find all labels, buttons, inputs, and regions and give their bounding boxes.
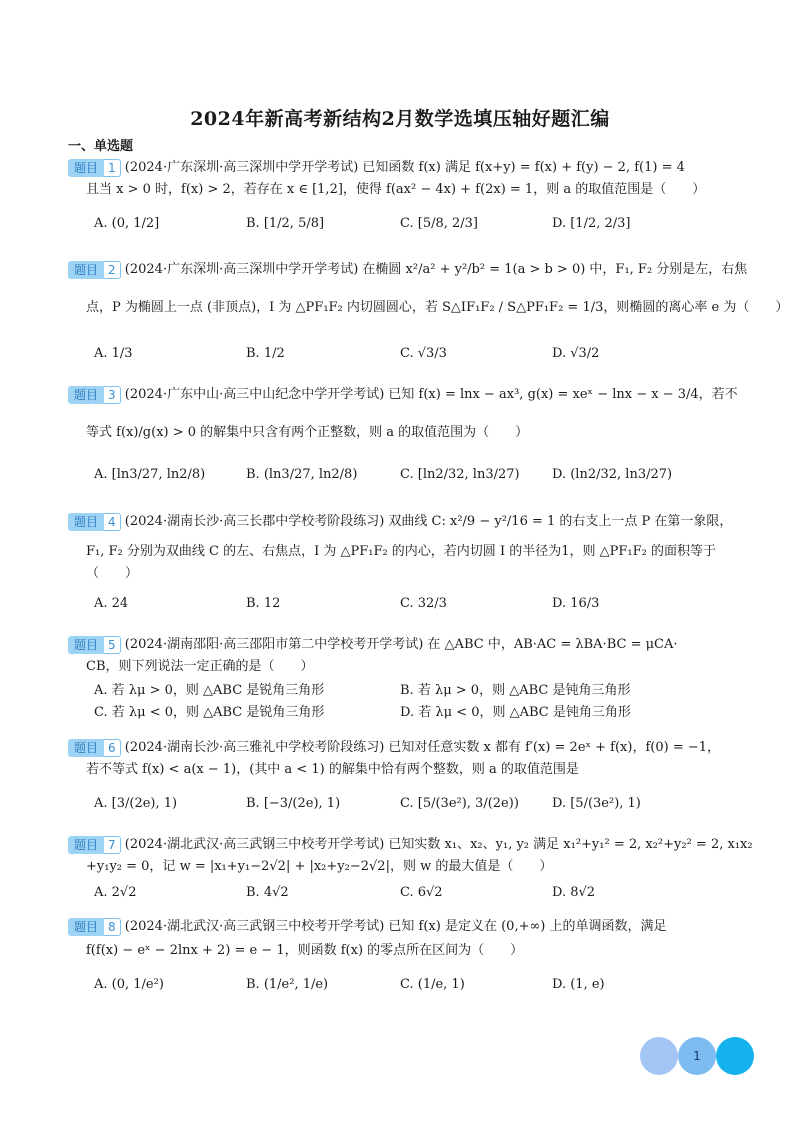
tag-number: 5 [104,636,121,654]
question-text-line: (2024·广东深圳·高三深圳中学开学考试) 在椭圆 x²/a² + y²/b² = 1(a > b > 0) 中，F₁, F₂ 分别是左，右焦 [124,262,748,277]
question-text-line: 且当 x > 0 时，f(x) > 2，若存在 x ∈ [1,2]，使得 f(ax² − 4x) + f(2x) = 1，则 a 的取值范围是（ ） [86,182,706,197]
option-a: A. [3/(2e), 1) [94,796,178,811]
option-c: C. 6√2 [400,885,443,900]
option-a: A. 24 [94,596,129,611]
tag-number: 2 [104,261,121,279]
tag-number: 7 [104,836,121,854]
option-d: D. √3/2 [552,346,600,361]
page-title: 2024年新高考新结构2月数学选填压轴好题汇编 [190,108,610,130]
tag-label: 题目 [68,513,104,531]
question-text-line: 等式 f(x)/g(x) > 0 的解集中只含有两个正整数，则 a 的取值范围为（ ） [86,425,529,440]
decorative-circle [640,1037,678,1075]
option-b: B. [1/2, 5/8] [246,216,325,231]
option-d: D. [5/(3e²), 1) [552,796,641,811]
option-d: D. [1/2, 2/3] [552,216,631,231]
question-text-line: +y₁y₂ = 0，记 w = |x₁+y₁−2√2| + |x₂+y₂−2√2|，则 w 的最大值是（ ） [86,859,553,874]
option-b: B. 4√2 [246,885,289,900]
option-c: C. [ln2/32, ln3/27) [400,467,520,482]
section-title: 一、单选题 [68,139,134,154]
question-text-line: (2024·广东深圳·高三深圳中学开学考试) 已知函数 f(x) 满足 f(x+y) = f(x) + f(y) − 2, f(1) = 4 [124,160,685,175]
option-b: B. [−3/(2e), 1) [246,796,341,811]
option-b: B. (1/e², 1/e) [246,977,329,992]
question-text-line: (2024·湖南邵阳·高三邵阳市第二中学校考开学考试) 在 △ABC 中，AB·AC = λBA·BC = μCA· [124,637,678,652]
option-c: C. 32/3 [400,596,447,611]
option-d: D. 若 λμ < 0，则 △ABC 是钝角三角形 [400,705,631,720]
tag-number: 8 [104,918,121,936]
tag-number: 1 [104,159,121,177]
question-text-line: (2024·广东中山·高三中山纪念中学开学考试) 已知 f(x) = lnx − ax³, g(x) = xeˣ − lnx − x − 3/4，若不 [124,387,738,402]
question-text-line: CB，则下列说法一定正确的是（ ） [86,659,314,674]
decorative-circle [716,1037,754,1075]
tag-label: 题目 [68,636,104,654]
tag-label: 题目 [68,836,104,854]
option-c: C. 若 λμ < 0，则 △ABC 是锐角三角形 [94,705,325,720]
question-tag [68,513,121,531]
question-text-line: （ ） [86,566,139,581]
question-text-line: (2024·湖北武汉·高三武钢三中校考开学考试) 已知实数 x₁、x₂、y₁, y₂ 满足 x₁²+y₁² = 2, x₂²+y₂² = 2, x₁x₂ [124,837,753,852]
option-a: A. (0, 1/e²) [94,977,164,992]
question-text-line: (2024·湖南长沙·高三长郡中学校考阶段练习) 双曲线 C: x²/9 − y²/16 = 1 的右支上一点 P 在第一象限， [124,514,733,529]
tag-number: 6 [104,739,121,757]
option-a: A. [ln3/27, ln2/8) [94,467,206,482]
option-a: A. 1/3 [94,346,133,361]
question-tag [68,918,121,936]
tag-label: 题目 [68,739,104,757]
question-text-line: f(f(x) − eˣ − 2lnx + 2) = e − 1，则函数 f(x) 的零点所在区间为（ ） [86,943,524,958]
question-tag [68,261,121,279]
tag-label: 题目 [68,261,104,279]
tag-number: 4 [104,513,121,531]
question-tag [68,636,121,654]
option-a: A. 2√2 [94,885,137,900]
question-text-line: (2024·湖北武汉·高三武钢三中校考开学考试) 已知 f(x) 是定义在 (0,+∞) 上的单调函数，满足 [124,919,667,934]
option-c: C. √3/3 [400,346,447,361]
option-c: C. [5/8, 2/3] [400,216,478,231]
question-tag [68,739,121,757]
option-d: D. (1, e) [552,977,605,992]
option-d: D. 16/3 [552,596,600,611]
option-c: C. [5/(3e²), 3/(2e)) [400,796,519,811]
page-number: 1 [678,1037,716,1075]
question-text-line: (2024·湖南长沙·高三雅礼中学校考阶段练习) 已知对任意实数 x 都有 f′(x) = 2eˣ + f(x)，f(0) = −1， [124,740,721,755]
option-d: D. (ln2/32, ln3/27) [552,467,673,482]
question-tag [68,159,121,177]
option-b: B. 1/2 [246,346,285,361]
question-tag [68,386,121,404]
option-a: A. (0, 1/2] [94,216,160,231]
option-d: D. 8√2 [552,885,596,900]
option-b: B. 12 [246,596,281,611]
tag-label: 题目 [68,918,104,936]
option-a: A. 若 λμ > 0，则 △ABC 是锐角三角形 [94,683,325,698]
tag-number: 3 [104,386,121,404]
option-c: C. (1/e, 1) [400,977,465,992]
tag-label: 题目 [68,386,104,404]
tag-label: 题目 [68,159,104,177]
question-text-line: F₁, F₂ 分别为双曲线 C 的左、右焦点，I 为 △PF₁F₂ 的内心，若内切圆 I 的半径为1，则 △PF₁F₂ 的面积等于 [86,544,716,559]
question-tag [68,836,121,854]
option-b: B. (ln3/27, ln2/8) [246,467,358,482]
question-text-line: 点，P 为椭圆上一点 (非顶点)，I 为 △PF₁F₂ 内切圆圆心，若 S△IF₁F₂ / S△PF₁F₂ = 1/3，则椭圆的离心率 e 为（ ） [86,300,789,315]
question-text-line: 若不等式 f(x) < a(x − 1)，(其中 a < 1) 的解集中恰有两个整数，则 a 的取值范围是 [86,762,579,777]
option-b: B. 若 λμ > 0，则 △ABC 是钝角三角形 [400,683,631,698]
page-number-badge [640,1036,760,1076]
